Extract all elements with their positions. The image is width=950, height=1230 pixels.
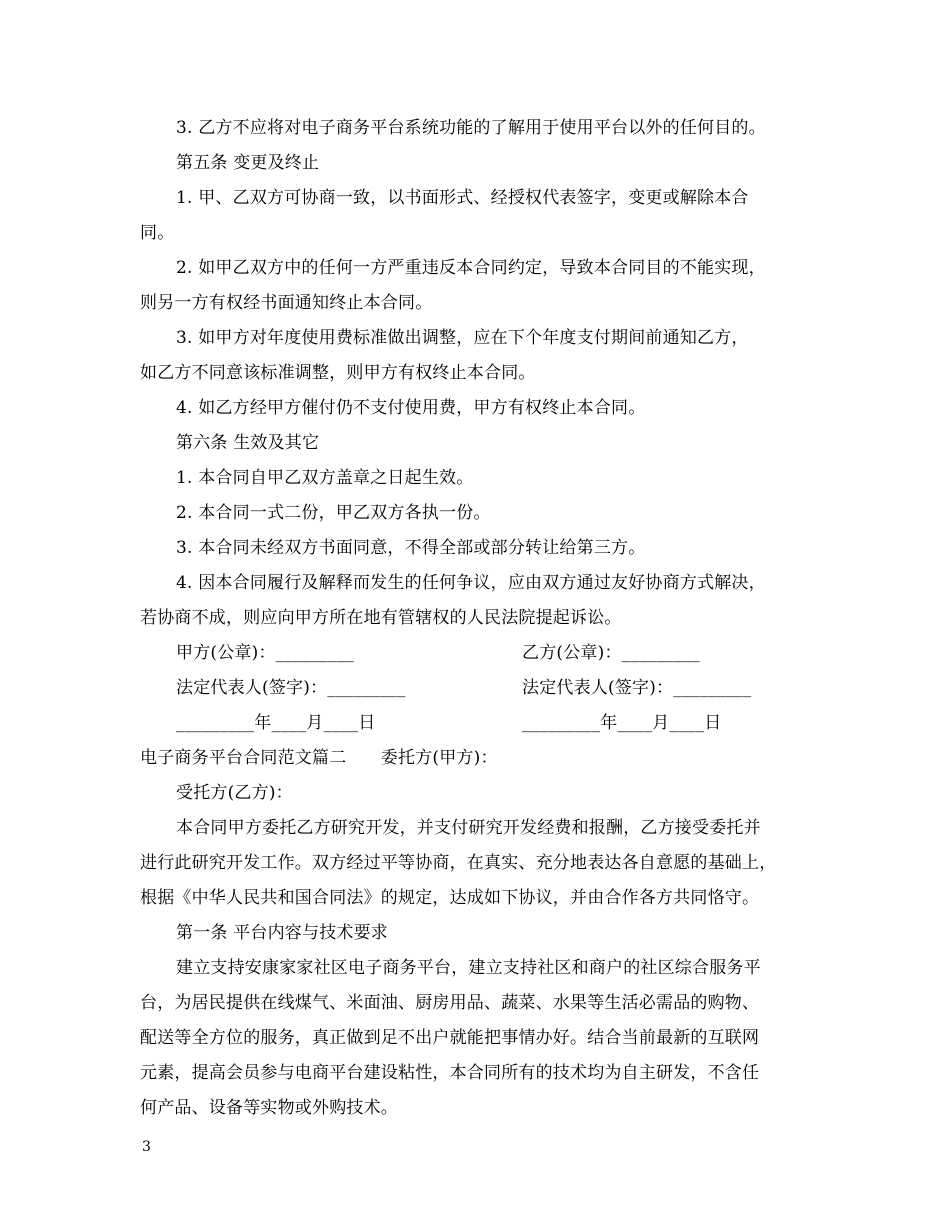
paragraph-line: 台，为居民提供在线煤气、米面油、厨房用品、蔬菜、水果等生活必需品的购物、 (140, 993, 760, 1013)
paragraph-line: 3. 乙方不应将对电子商务平台系统功能的了解用于使用平台以外的任何目的。 (176, 118, 766, 138)
paragraph-line: 1. 甲、乙双方可协商一致，以书面形式、经授权代表签字，变更或解除本合 (176, 188, 749, 208)
paragraph-line: 建立支持安康家家社区电子商务平台，建立支持社区和商户的社区综合服务平 (176, 958, 761, 978)
page-number: 3 (142, 1139, 151, 1155)
paragraph-line: 3. 如甲方对年度使用费标准做出调整，应在下个年度支付期间前通知乙方， (176, 328, 749, 348)
paragraph-line: 4. 因本合同履行及解释而发生的任何争议，应由双方通过友好协商方式解决， (176, 573, 766, 593)
document-title-line: 电子商务平台合同范文篇二 委托方(甲方)： (140, 748, 498, 768)
paragraph-line: 根据《中华人民共和国合同法》的规定，达成如下协议，并由合作各方共同恪守。 (140, 888, 760, 908)
section-heading: 第六条 生效及其它 (176, 433, 320, 453)
paragraph-line: 进行此研究开发工作。双方经过平等协商，在真实、充分地表达各自意愿的基础上， (140, 853, 777, 873)
section-heading: 第一条 平台内容与技术要求 (176, 923, 389, 943)
paragraph-line: 2. 如甲乙双方中的任何一方严重违反本合同约定，导致本合同目的不能实现， (176, 258, 766, 278)
paragraph-line: 本合同甲方委托乙方研究开发，并支付研究开发经费和报酬，乙方接受委托并 (176, 818, 761, 838)
party-b-date: _________年____月____日 (522, 713, 722, 733)
party-b-representative: 法定代表人(签字)：_________ (522, 678, 752, 698)
paragraph-line: 配送等全方位的服务，真正做到足不出户就能把事情办好。结合当前最新的互联网 (140, 1028, 760, 1048)
section-heading: 第五条 变更及终止 (176, 153, 320, 173)
paragraph-line: 如乙方不同意该标准调整，则甲方有权终止本合同。 (140, 363, 536, 383)
party-b-seal: 乙方(公章)：_________ (522, 643, 700, 663)
party-a-seal: 甲方(公章)：_________ (176, 643, 354, 663)
paragraph-line: 受托方(乙方)： (176, 783, 293, 803)
party-a-date: _________年____月____日 (176, 713, 376, 733)
paragraph-line: 元素，提高会员参与电商平台建设粘性，本合同所有的技术均为自主研发，不含任 (140, 1063, 760, 1083)
paragraph-line: 则另一方有权经书面通知终止本合同。 (140, 293, 433, 313)
party-a-representative: 法定代表人(签字)：_________ (176, 678, 406, 698)
paragraph-line: 何产品、设备等实物或外购技术。 (140, 1098, 398, 1118)
paragraph-line: 3. 本合同未经双方书面同意，不得全部或部分转让给第三方。 (176, 538, 646, 558)
paragraph-line: 若协商不成，则应向甲方所在地有管辖权的人民法院提起诉讼。 (140, 608, 622, 628)
paragraph-line: 1. 本合同自甲乙双方盖章之日起生效。 (176, 468, 474, 488)
paragraph-line: 2. 本合同一式二份，甲乙双方各执一份。 (176, 503, 491, 523)
paragraph-line: 同。 (140, 223, 175, 243)
paragraph-line: 4. 如乙方经甲方催付仍不支付使用费，甲方有权终止本合同。 (176, 398, 646, 418)
